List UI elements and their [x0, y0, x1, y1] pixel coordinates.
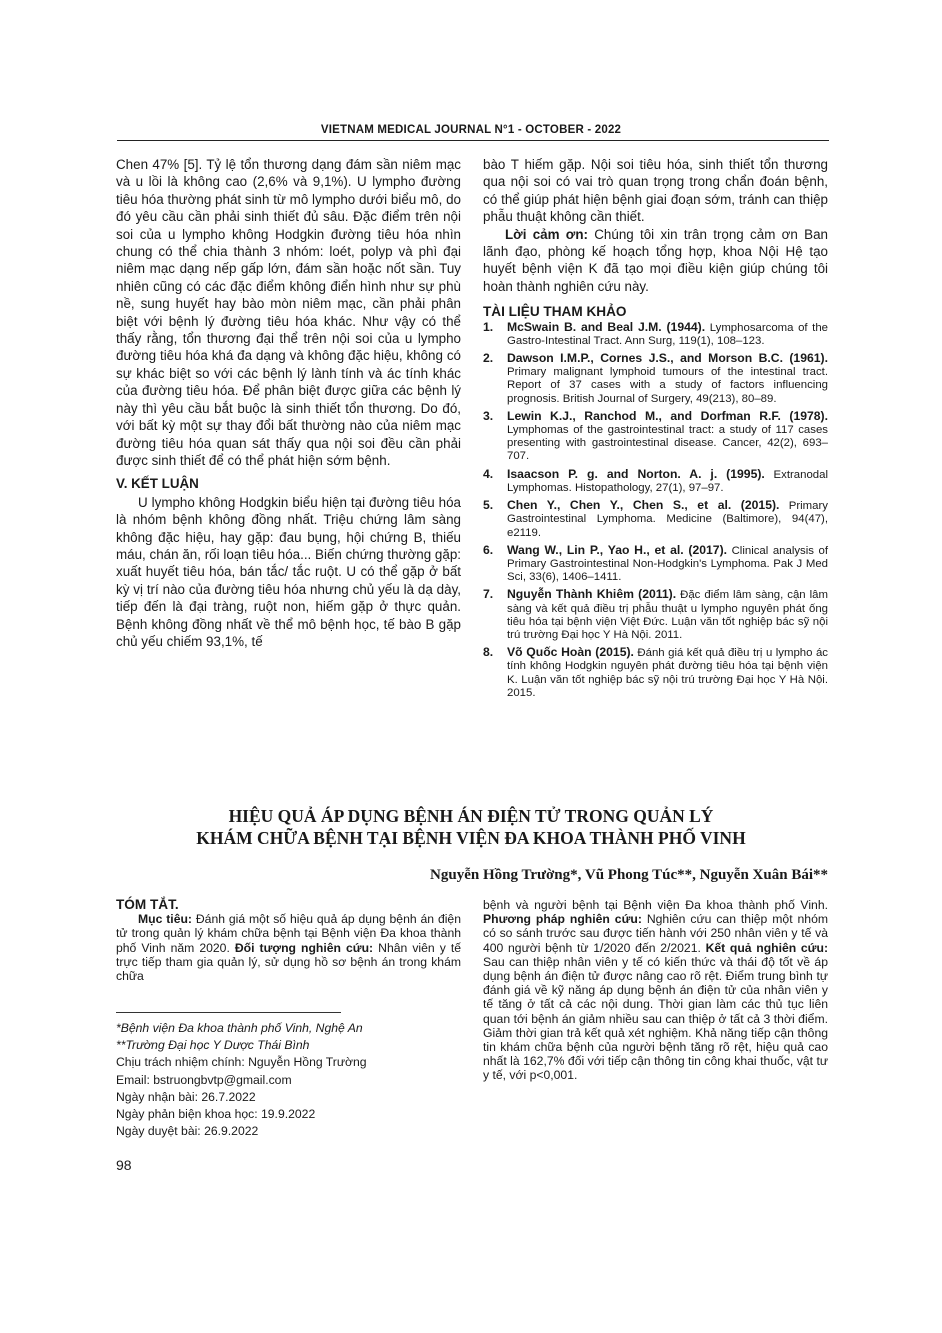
abstract-heading: TÓM TẮT.	[116, 897, 179, 912]
conclusion-heading: V. KẾT LUẬN	[116, 476, 199, 492]
title-line-1: HIỆU QUẢ ÁP DỤNG BỆNH ÁN ĐIỆN TỬ TRONG QUẢN LÝ	[228, 806, 714, 826]
right-column	[483, 156, 828, 704]
reference-item	[483, 588, 828, 642]
discussion-paragraph: Chen 47% [5]. Tỷ lệ tổn thương dạng đám sần niêm mạc và u lồi là không cao (2,6% và 9,1%). U lympho đường tiêu hóa thường phát sinh từ mô lympho dưới biểu mô, do đó yêu cầu cần phải sinh thiết đủ sâu. Đặc điểm trên nội soi của u lympho không Hodgkin đường tiêu hóa nhìn chung có thể chia thành 3 nhóm: loét, polyp và phì đại niêm mạc dạng nếp gấp lớn, đám sần hoặc nốt sần. Tuy nhiên cũng có các đặc điểm không điển hình như sự phù nề, sung huyết hay bào mòn niêm mạc, cần phải phân biệt với bệnh lý đường tiêu hóa khác. Như vậy có thể thấy rằng, tổn thương đại thể trên nội soi của u lympho đường tiêu hóa khá đa dạng và không đặc hiệu, không có sự khác biệt so với các bệnh lý lành tính và ác tính khác của đường tiêu hóa. Để phân biệt được giữa các bệnh lý này thì yêu cầu bắt buộc là sinh thiết tổn thương. Do đó, với bất kỳ một sự thay đổi bất thường nào của niêm mạc đường tiêu hóa quan sát thấy qua nội soi đều cần phải được sinh thiết để có thể phát hiện sớm bệnh.	[116, 157, 461, 468]
aim-label: Mục tiêu:	[138, 912, 192, 927]
reference-authors: Isaacson P. g. and Norton. A. j. (1995).	[507, 466, 765, 481]
reference-item	[483, 321, 828, 348]
reference-text: Clinical analysis of Primary Gastrointestinal Non-Hodgkin's Lymphoma. Pak J Med Sci, 33(6), 1406–1411.	[507, 544, 829, 584]
result-text: Sau can thiệp nhân viên y tế có kiến thức và thái độ tốt về áp dụng bệnh án điện tử được nâng cao rõ rệt. Điểm trung bình tự đánh giá về kỹ năng áp dụng bệnh án điện tử của nhân viên y tế tăng ở tất cả các nội dung. Thời gian làm các thủ tục liên quan tới bệnh án giảm nhiều sau can thiệp ở tất cả 3 thời điểm. Giảm thời gian trả kết quả xét nghiệm. Khả năng tiếp cận thông tin khám chữa bệnh của người bệnh tăng rõ rệt, hiệu quả cao nhất là 162,7% đối với tiếp cận thông tin công khai thuốc, vật tư y tế, với p<0,001.	[483, 954, 828, 1083]
method-text: Nghiên cứu can thiệp một nhóm có so sánh trước sau được tiến hành với 250 nhân viên y tế và 400 người bệnh từ 1/2020 đến 2/2021.	[483, 912, 828, 955]
reference-number: 4.	[483, 466, 494, 481]
affiliation-1: *Bệnh viện Đa khoa thành phố Vinh, Nghệ An	[116, 1021, 363, 1035]
subject-text: Nhân viên y tế trực tiếp tham gia quản lý, sử dụng hồ sơ bệnh án trong khám chữa	[116, 940, 462, 984]
reference-authors: Lewin K.J., Ranchod M., and Dorfman R.F. (1978).	[507, 408, 828, 423]
reference-number: 1.	[483, 319, 494, 334]
reference-text: Đánh giá kết quả điều trị u lympho ác tính không Hodgkin nguyên phát đường tiêu hóa tại bệnh viện K. Luận văn tốt nghiệp bác sỹ nội trú trường Đại học Y Hà Nội. 2015.	[507, 647, 828, 699]
footnote-rule	[116, 1012, 341, 1013]
email: Email: bstruongbvtp@gmail.com	[116, 1072, 292, 1087]
affiliation-2: **Trường Đại học Y Dược Thái Bình	[116, 1038, 310, 1053]
result-label: Kết quả nghiên cứu:	[705, 940, 829, 955]
footnotes	[116, 1020, 461, 1140]
corresponding-author: Chịu trách nhiệm chính: Nguyễn Hồng Trường	[116, 1055, 367, 1070]
reference-item	[483, 468, 828, 495]
conclusion-continued: bào T hiếm gặp. Nội soi tiêu hóa, sinh thiết tổn thương qua nội soi có vai trò quan trọng trong chẩn đoán bệnh, có thể giúp phát hiện bệnh giai đoạn sớm, tránh can thiệp phẫu thuật không cần thiết.	[483, 157, 828, 225]
reference-item	[483, 544, 828, 585]
aim-text: Đánh giá một số hiệu quả áp dụng bệnh án điện tử trong quản lý khám chữa bệnh tại Bệnh viện Đa khoa thành phố Vinh năm 2020.	[116, 912, 461, 955]
abstract-left	[116, 898, 461, 983]
article-authors: Nguyễn Hồng Trường*, Vũ Phong Túc**, Nguyễn Xuân Bái**	[430, 867, 828, 883]
subject-label: Đối tượng nghiên cứu:	[234, 940, 374, 955]
title-line-2: KHÁM CHỮA BỆNH TẠI BỆNH VIỆN ĐA KHOA THÀNH PHỐ VINH	[196, 828, 746, 848]
reference-authors: Nguyễn Thành Khiêm (2011).	[507, 587, 677, 602]
reference-item	[483, 499, 828, 540]
reference-authors: Võ Quốc Hoàn (2015).	[507, 645, 634, 660]
article-title	[0, 805, 942, 849]
reference-list	[483, 321, 828, 700]
acknowledgement-label: Lời cảm ơn:	[505, 226, 588, 242]
reference-text: Lymphosarcoma of the Gastro-Intestinal Tract. Ann Surg, 119(1), 108–123.	[507, 321, 829, 347]
reference-number: 8.	[483, 645, 494, 660]
acknowledgement-text: Chúng tôi xin trân trọng cảm ơn Ban lãnh đạo, phòng kế hoạch tổng hợp, khoa Nội Hệ tạo huyết bệnh viện K đã tạo mọi điều kiện giúp chúng tôi hoàn thành nghiên cứu này.	[483, 226, 828, 294]
reference-number: 2.	[483, 351, 494, 366]
date-accepted: Ngày duyệt bài: 26.9.2022	[116, 1124, 259, 1139]
abstract-aim	[116, 912, 461, 983]
reference-item	[483, 352, 828, 406]
method-label: Phương pháp nghiên cứu:	[483, 912, 642, 927]
reference-number: 5.	[483, 498, 494, 513]
date-reviewed: Ngày phản biện khoa học: 19.9.2022	[116, 1107, 316, 1122]
reference-number: 3.	[483, 408, 494, 423]
abstract-right	[483, 898, 828, 1083]
acknowledgement	[483, 226, 828, 296]
conclusion-paragraph: U lympho không Hodgkin biểu hiện tại đường tiêu hóa là nhóm bệnh không đồng nhất. Triệu chứng lâm sàng không đặc hiệu, hay gặp: đau bụng, hội chứng B, thiếu máu, chán ăn, rối loạn tiêu hóa... Biến chứng thường gặp: xuất huyết tiêu hóa, bán tắc/ tắc ruột. U có thể gặp ở bất kỳ vị trí nào của đường tiêu hóa nhưng chủ yếu là dạ dày, tiếp đến là đại tràng, ruột non, hiếm gặp ở thực quản. Bệnh không đồng nhất về thể mô bệnh học, tế bào B gặp chủ yếu chiếm 93,1%, tế	[116, 494, 461, 649]
abstract-right-text: bệnh và người bệnh tại Bệnh viện Đa khoa thành phố Vinh.	[483, 898, 828, 912]
journal-header: VIETNAM MEDICAL JOURNAL N°1 - OCTOBER - 2022	[320, 124, 622, 136]
reference-text: Primary malignant lymphoid tumours of the intestinal tract. Report of 37 cases with a study of factors influencing prognosis. British Journal of Surgery, 49(213), 80–89.	[507, 366, 828, 405]
reference-number: 6.	[483, 542, 494, 557]
header-rule	[117, 140, 829, 141]
reference-text: Lymphomas of the gastrointestinal tract: a study of 117 cases presenting with gastrointestinal disease. Cancer, 42(2), 693–707.	[507, 424, 828, 463]
reference-text: Đặc điểm lâm sàng, cận lâm sàng và kết quả điều trị phẫu thuật u lympho nguyên phát ống tiêu hóa tại bệnh viện Việt Đức. Luận văn tốt nghiệp bác sỹ nội trú trường Đại học Y Hà Nội. 2011.	[507, 589, 828, 641]
reference-authors: McSwain B. and Beal J.M. (1944).	[507, 319, 706, 334]
reference-authors: Chen Y., Chen Y., Chen S., et al. (2015).	[507, 498, 780, 513]
reference-item	[483, 646, 828, 700]
reference-number: 7.	[483, 587, 494, 602]
left-column	[116, 156, 461, 650]
references-heading: TÀI LIỆU THAM KHẢO	[483, 304, 627, 320]
page-number: 98	[116, 1157, 132, 1173]
reference-text: Extranodal Lymphomas. Histopathology, 27(1), 97–97.	[507, 468, 828, 494]
reference-text: Primary Gastrointestinal Lymphoma. Medicine (Baltimore), 94(47), e2119.	[507, 500, 828, 539]
reference-authors: Dawson I.M.P., Cornes J.S., and Morson B.C. (1961).	[507, 351, 828, 366]
reference-item	[483, 410, 828, 464]
date-received: Ngày nhận bài: 26.7.2022	[116, 1089, 256, 1104]
reference-authors: Wang W., Lin P., Yao H., et al. (2017).	[507, 542, 728, 557]
abstract-continued	[483, 898, 828, 1083]
